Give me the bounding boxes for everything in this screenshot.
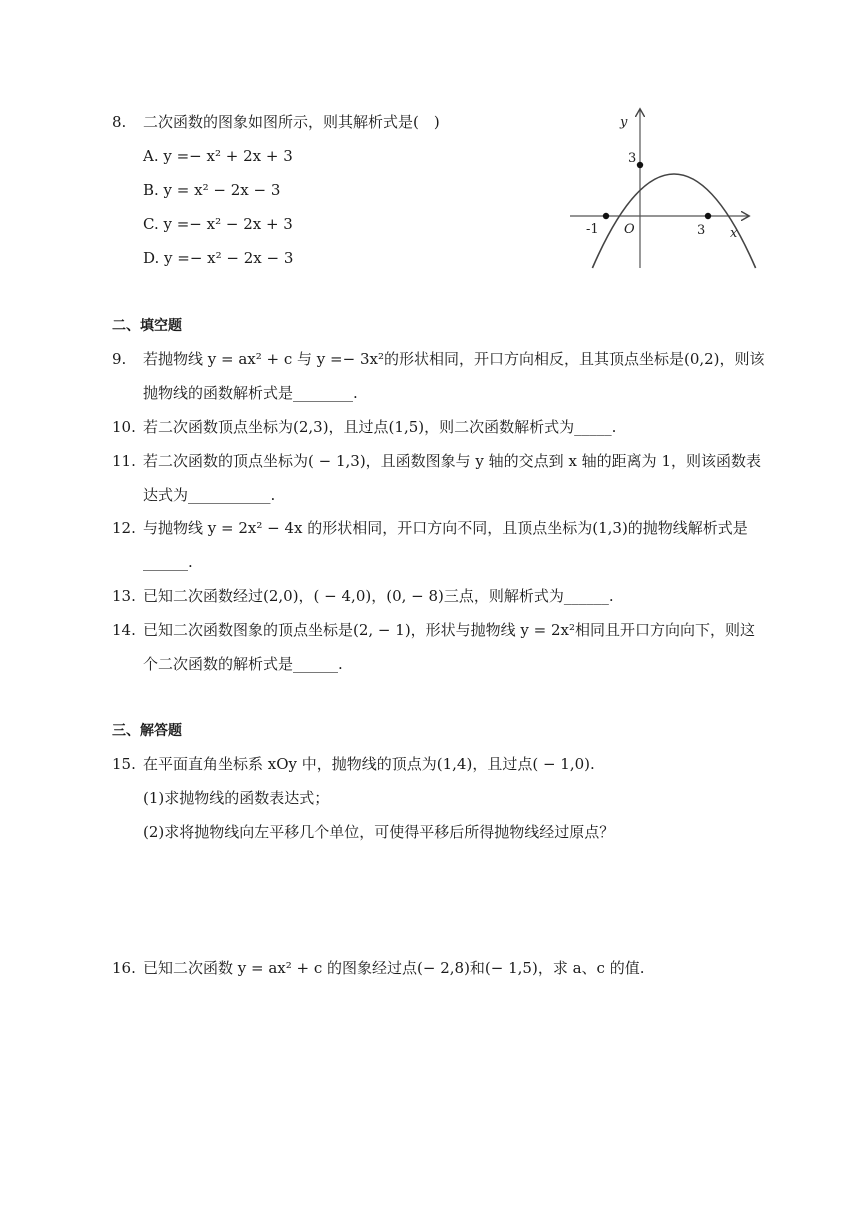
question-11-line-2: 达式为___________. xyxy=(143,486,276,504)
question-14-number: 14. xyxy=(112,621,136,639)
origin-label: O xyxy=(624,222,635,237)
parabola-curve xyxy=(592,174,755,268)
question-8-option-a: A. y =− x² + 2x + 3 xyxy=(143,147,293,165)
question-11-number: 11. xyxy=(112,452,136,470)
question-15-stem: 在平面直角坐标系 xOy 中，抛物线的顶点为(1,4)，且过点( − 1,0). xyxy=(143,755,595,773)
right-root-label: 3 xyxy=(697,223,706,238)
question-12-number: 12. xyxy=(112,519,136,537)
y-intercept-point xyxy=(637,162,643,168)
y-axis-label: y xyxy=(620,115,628,130)
question-8-option-c: C. y =− x² − 2x + 3 xyxy=(143,215,293,233)
section-3-title: 三、解答题 xyxy=(112,723,182,739)
question-9-line-1: 若抛物线 y = ax² + c 与 y =− 3x²的形状相同，开口方向相反，且其顶点坐标是(0,2)，则该 xyxy=(143,350,765,368)
question-10-number: 10. xyxy=(112,418,136,436)
question-15-part-2: (2)求将抛物线向左平移几个单位，可使得平移后所得抛物线经过原点？ xyxy=(143,823,615,841)
section-2-title: 二、填空题 xyxy=(112,318,182,334)
question-14-line-1: 已知二次函数图象的顶点坐标是(2, − 1)，形状与抛物线 y = 2x²相同且开口方向向下，则这 xyxy=(143,621,756,639)
question-9-number: 9. xyxy=(112,350,127,368)
question-13-number: 13. xyxy=(112,587,136,605)
question-9-line-2: 抛物线的函数解析式是________. xyxy=(143,384,358,402)
question-11-line-1: 若二次函数的顶点坐标为( − 1,3)，且函数图象与 y 轴的交点到 x 轴的距离为 1，则该函数表 xyxy=(143,452,761,470)
question-8-number: 8. xyxy=(112,113,127,131)
question-8-option-d: D. y =− x² − 2x − 3 xyxy=(143,249,294,267)
question-16-stem: 已知二次函数 y = ax² + c 的图象经过点(− 2,8)和(− 1,5)，求 a、c 的值. xyxy=(143,959,645,977)
y-intercept-label: 3 xyxy=(628,151,637,166)
question-14-line-2: 个二次函数的解析式是______. xyxy=(143,655,343,673)
question-16-number: 16. xyxy=(112,959,136,977)
right-root-point xyxy=(705,213,711,219)
question-12-line-2: ______. xyxy=(143,553,193,571)
parabola-graph xyxy=(566,104,762,270)
question-12-line-1: 与抛物线 y = 2x² − 4x 的形状相同，开口方向不同，且顶点坐标为(1,3)的抛物线解析式是 xyxy=(143,519,748,537)
question-8-stem: 二次函数的图象如图所示，则其解析式是( ) xyxy=(143,113,440,131)
question-15-number: 15. xyxy=(112,755,136,773)
left-root-point xyxy=(603,213,609,219)
x-axis-label: x xyxy=(730,226,738,241)
left-root-label: -1 xyxy=(586,222,599,237)
question-8-option-b: B. y = x² − 2x − 3 xyxy=(143,181,281,199)
question-13-line-1: 已知二次函数经过(2,0)，( − 4,0)，(0, − 8)三点，则解析式为______. xyxy=(143,587,614,605)
question-15-part-1: (1)求抛物线的函数表达式； xyxy=(143,789,330,807)
question-10-line-1: 若二次函数顶点坐标为(2,3)，且过点(1,5)，则二次函数解析式为_____. xyxy=(143,418,617,436)
